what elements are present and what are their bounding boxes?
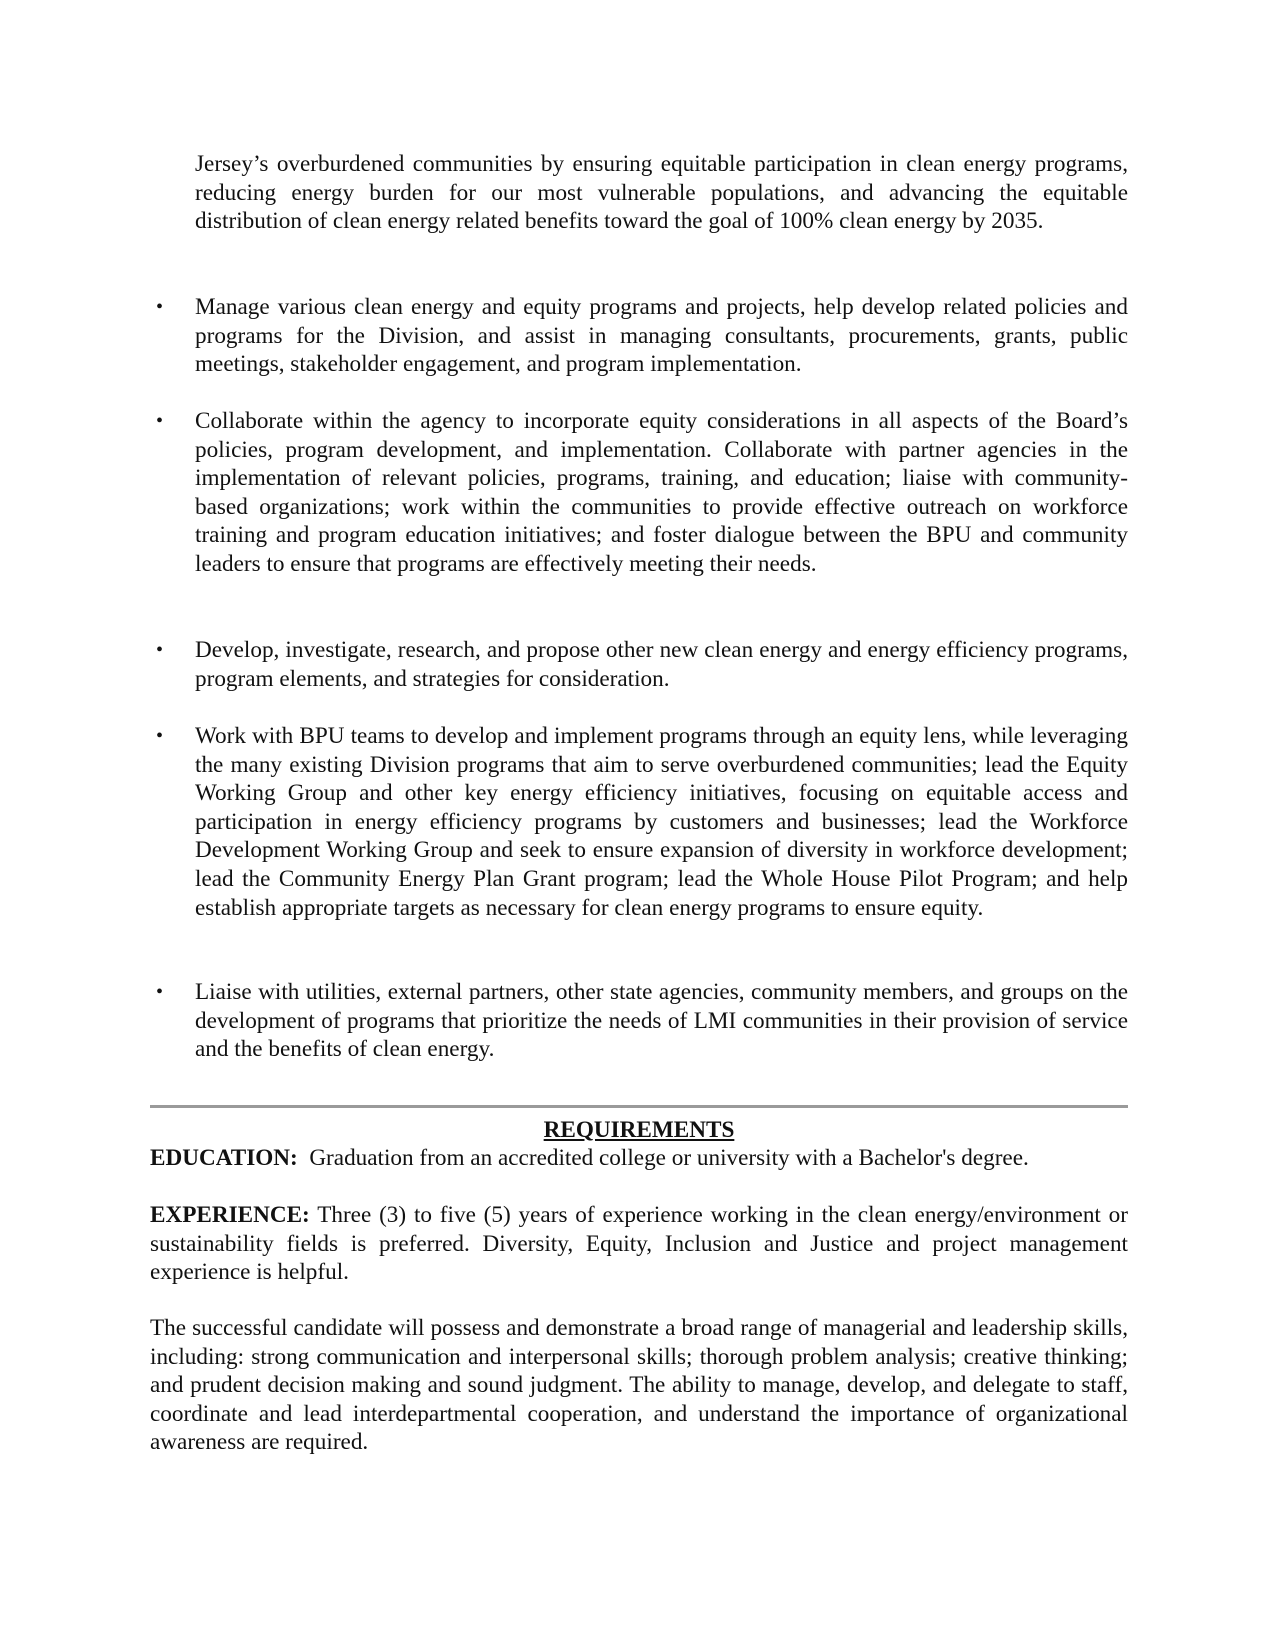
duty-bullet-item <box>156 293 1128 379</box>
intro-continuation-paragraph: Jersey’s overburdened communities by ensuring equitable participation in clean energy programs, reducing energy burden for our most vulnerable populations, and advancing the equitable distribution of clean energy related benefits toward the goal of 100% clean energy by 2035. <box>195 151 1128 235</box>
duty-text: Develop, investigate, research, and propose other new clean energy and energy efficiency programs, program elements, and strategies for consideration. <box>195 637 1128 692</box>
duty-bullet-item <box>156 636 1128 693</box>
bullet-icon: • <box>156 296 164 318</box>
education-label: EDUCATION: <box>150 1145 298 1171</box>
experience-text: Three (3) to five (5) years of experience working in the clean energy/environment or sustainability fields is preferred. Diversity, Equity, Inclusion and Justice and project management experience is helpful. <box>150 1202 1128 1286</box>
duty-text: Collaborate within the agency to incorporate equity considerations in all aspects of the Board’s policies, program development, and implementation. Collaborate with partner agencies in the implementation of relevant policies, programs, training, and education; liaise with community-based organizations; work within the communities to provide effective outreach on workforce training and program education initiatives; and foster dialogue between the BPU and community leaders to ensure that programs are effectively meeting their needs. <box>195 408 1128 577</box>
duty-bullet-item <box>156 722 1128 922</box>
duty-bullet-item <box>156 978 1128 1064</box>
bullet-icon: • <box>156 639 164 661</box>
requirements-heading: REQUIREMENTS <box>543 1117 735 1143</box>
bullet-icon: • <box>156 981 164 1003</box>
bullet-icon: • <box>156 410 164 432</box>
duty-text: Work with BPU teams to develop and implement programs through an equity lens, while leveraging the many existing Division programs that aim to serve overburdened communities; lead the Equity Working Group and other key energy efficiency initiatives, focusing on equitable access and participation in energy efficiency programs by customers and businesses; lead the Workforce Development Working Group and seek to ensure expansion of diversity in workforce development; lead the Community Energy Plan Grant program; lead the Whole House Pilot Program; and help establish appropriate targets as necessary for clean energy programs to ensure equity. <box>195 723 1128 921</box>
duty-bullet-item <box>156 407 1128 579</box>
bullet-icon: • <box>156 725 164 747</box>
duty-text: Manage various clean energy and equity programs and projects, help develop related policies and programs for the Division, and assist in managing consultants, procurements, grants, public meetings, stakeholder engagement, and program implementation. <box>195 294 1128 378</box>
duty-text: Liaise with utilities, external partners, other state agencies, community members, and groups on the development of programs that prioritize the needs of LMI communities in their provision of service and the benefits of clean energy. <box>195 979 1128 1063</box>
candidate-paragraph: The successful candidate will possess and demonstrate a broad range of managerial and leadership skills, including: strong communication and interpersonal skills; thorough problem analysis; creative thinking; and prudent decision making and sound judgment. The ability to manage, develop, and delegate to staff, coordinate and lead interdepartmental cooperation, and understand the importance of organizational awareness are required. <box>150 1315 1128 1456</box>
education-paragraph <box>150 1144 1128 1173</box>
experience-paragraph <box>150 1201 1128 1287</box>
section-divider <box>150 1105 1128 1108</box>
experience-label: EXPERIENCE: <box>150 1202 310 1228</box>
education-text: Graduation from an accredited college or university with a Bachelor's degree. <box>309 1145 1029 1171</box>
